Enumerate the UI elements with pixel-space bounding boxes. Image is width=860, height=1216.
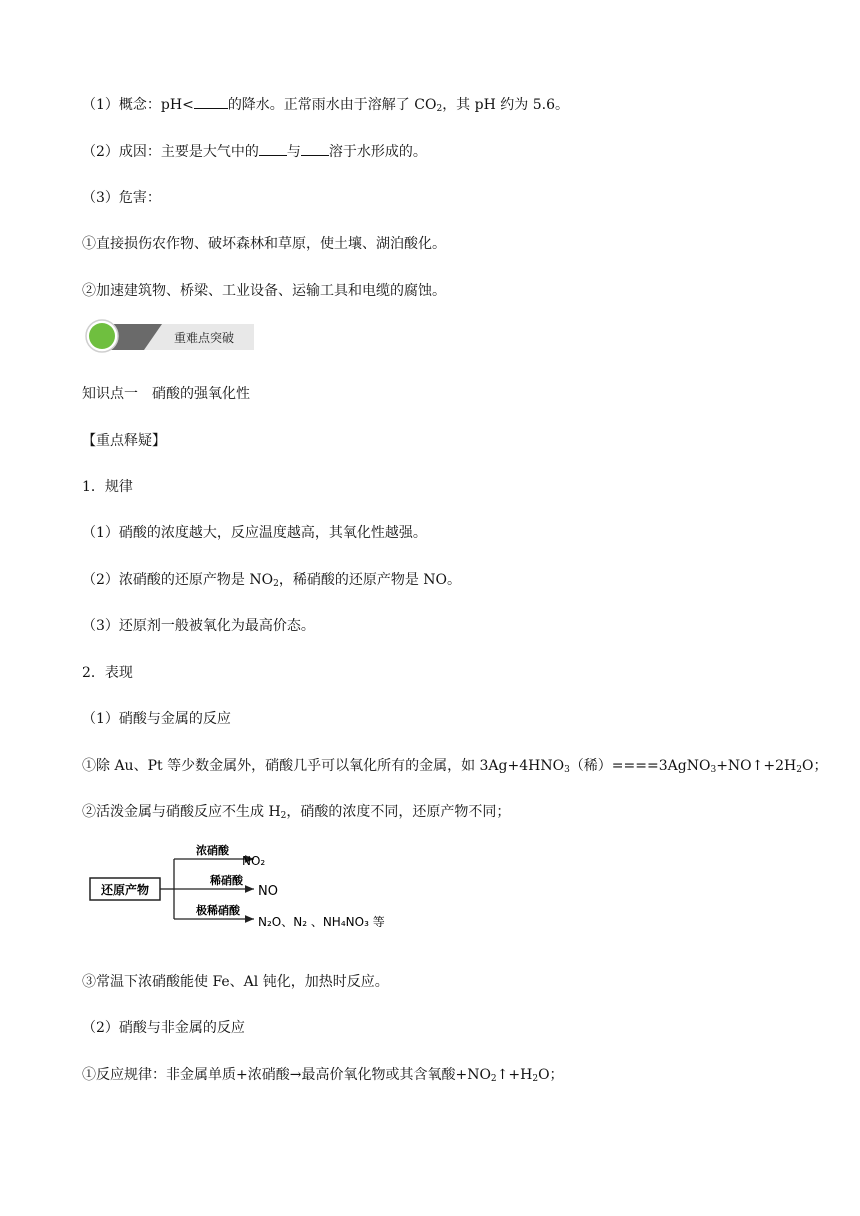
branch-product-2: NO (258, 884, 278, 899)
branch-label-1: 浓硝酸 (196, 844, 229, 857)
rule-2: （2）浓硝酸的还原产物是 $NO_2$，稀硝酸的还原产物是 NO。 (82, 572, 462, 589)
reduction-product-diagram (88, 838, 408, 938)
rule-3: （3）还原剂一般被氧化为最高价态。 (82, 618, 315, 634)
acid-rain-harm-heading: （3）危害： (82, 190, 161, 206)
nonmetal-reaction-heading: （2）硝酸与非金属的反应 (82, 1020, 245, 1036)
metal-reaction-item-3: ③常温下浓硝酸能使 Fe、Al 钝化，加热时反应。 (82, 974, 389, 990)
section-banner (84, 318, 256, 354)
harm-item-1: ①直接损伤农作物、破坏森林和草原，使土壤、湖泊酸化。 (82, 236, 446, 252)
fill-blank (301, 141, 329, 156)
green-circle-icon (89, 323, 115, 349)
fill-blank (194, 94, 228, 109)
fill-blank (259, 141, 287, 156)
metal-reaction-item-1: ①除 Au、Pt 等少数金属外，硝酸几乎可以氧化所有的金属，如 $3Ag+4HNO_3$（稀）$====3AgNO_3+NO↑+2H_2O$； (82, 758, 828, 775)
knowledge-point-title: 知识点一 硝酸的强氧化性 (82, 386, 250, 402)
branch-label-3: 极稀硝酸 (196, 904, 240, 917)
section-manifestation-heading: 2．表现 (82, 665, 133, 681)
branch-label-2: 稀硝酸 (210, 874, 243, 887)
reduction-product-label: 还原产物 (100, 883, 150, 897)
harm-item-2: ②加速建筑物、桥梁、工业设备、运输工具和电缆的腐蚀。 (82, 283, 446, 299)
nonmetal-reaction-rule: ①反应规律：非金属单质+浓硝酸→最高价氧化物或其含氧酸$+NO_2↑+H_2O$； (82, 1067, 564, 1084)
rule-1: （1）硝酸的浓度越大，反应温度越高，其氧化性越强。 (82, 525, 427, 541)
metal-reaction-heading: （1）硝酸与金属的反应 (82, 711, 231, 727)
branch-product-3: N₂O、N₂ 、NH₄NO₃ 等 (258, 915, 385, 929)
acid-rain-concept: （1）概念：pH< 的降水。正常雨水由于溶解了 $CO_2$，其 pH 约为 5.6。 (82, 94, 569, 115)
key-explanation-heading: 【重点释疑】 (82, 433, 166, 449)
section-rules-heading: 1．规律 (82, 479, 133, 495)
acid-rain-cause: （2）成因：主要是大气中的 与 溶于水形成的。 (82, 141, 427, 162)
metal-reaction-item-2: ②活泼金属与硝酸反应不生成 $H_2$，硝酸的浓度不同，还原产物不同； (82, 804, 511, 821)
branch-product-1: NO₂ (242, 854, 266, 868)
banner-label: 重难点突破 (174, 331, 235, 345)
